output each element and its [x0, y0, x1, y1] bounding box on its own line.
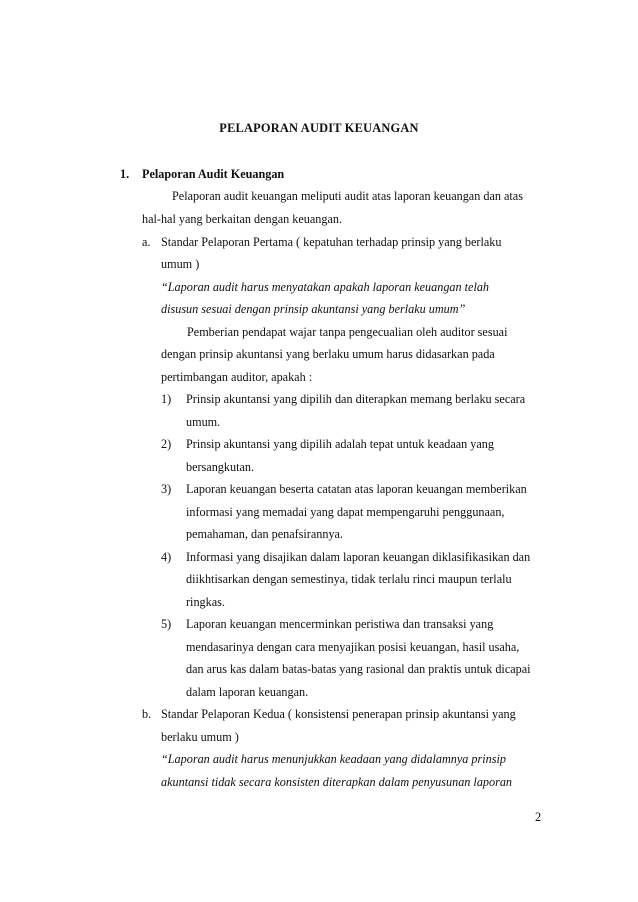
page-title: PELAPORAN AUDIT KEUANGAN [219, 121, 419, 135]
page-number: 2 [535, 810, 542, 824]
item-b-line-1: Standar Pelaporan Kedua ( konsistensi penerapan prinsip akuntansi yang [161, 707, 516, 721]
item-a-quote-line-2: disusun sesuai dengan prinsip akuntansi yang berlaku umum” [161, 302, 466, 316]
point-line: Informasi yang disajikan dalam laporan keuangan diklasifikasikan dan [186, 550, 531, 564]
section-number: 1. [120, 167, 130, 181]
item-b-marker: b. [142, 707, 152, 721]
intro-line-1: Pelaporan audit keuangan meliputi audit atas laporan keuangan dan atas [172, 189, 523, 203]
item-b-quote-line-2: akuntansi tidak secara konsisten diterapkan dalam penyusunan laporan [161, 775, 513, 789]
item-a-line-2: umum ) [161, 257, 200, 271]
point-marker: 3) [161, 482, 172, 496]
point-line: Prinsip akuntansi yang dipilih adalah tepat untuk keadaan yang [186, 437, 494, 451]
item-a-line-1: Standar Pelaporan Pertama ( kepatuhan terhadap prinsip yang berlaku [161, 235, 502, 249]
item-a-para-line-1: Pemberian pendapat wajar tanpa pengecualian oleh auditor sesuai [187, 325, 508, 339]
item-a-para-line-2: dengan prinsip akuntansi yang berlaku umum harus didasarkan pada [161, 347, 495, 361]
point-marker: 1) [161, 392, 172, 406]
point-marker: 4) [161, 550, 172, 564]
item-a-quote-line-1: “Laporan audit harus menyatakan apakah laporan keuangan telah [161, 280, 490, 294]
point-line: mendasarinya dengan cara menyajikan posisi keuangan, hasil usaha, [186, 640, 520, 654]
point-line: pemahaman, dan penafsirannya. [186, 527, 344, 541]
point-line: informasi yang memadai yang dapat mempengaruhi penggunaan, [186, 505, 505, 519]
item-b-quote-line-1: “Laporan audit harus menunjukkan keadaan yang didalamnya prinsip [161, 752, 506, 766]
item-a-para-line-3: pertimbangan auditor, apakah : [161, 370, 313, 384]
point-line: diikhtisarkan dengan semestinya, tidak terlalu rinci maupun terlalu [186, 572, 512, 586]
point-line: Prinsip akuntansi yang dipilih dan diterapkan memang berlaku secara [186, 392, 526, 406]
point-line: ringkas. [186, 595, 225, 609]
point-line: dalam laporan keuangan. [186, 685, 309, 699]
item-b-line-2: berlaku umum ) [161, 730, 239, 744]
point-line: bersangkutan. [186, 460, 255, 474]
section-heading: Pelaporan Audit Keuangan [142, 167, 285, 181]
point-line: Laporan keuangan mencerminkan peristiwa dan transaksi yang [186, 617, 494, 631]
item-a-marker: a. [142, 235, 151, 249]
point-marker: 2) [161, 437, 172, 451]
point-line: Laporan keuangan beserta catatan atas laporan keuangan memberikan [186, 482, 527, 496]
point-line: umum. [186, 415, 221, 429]
point-line: dan arus kas dalam batas-batas yang rasional dan praktis untuk dicapai [186, 662, 531, 676]
point-marker: 5) [161, 617, 172, 631]
intro-line-2: hal-hal yang berkaitan dengan keuangan. [142, 212, 342, 226]
